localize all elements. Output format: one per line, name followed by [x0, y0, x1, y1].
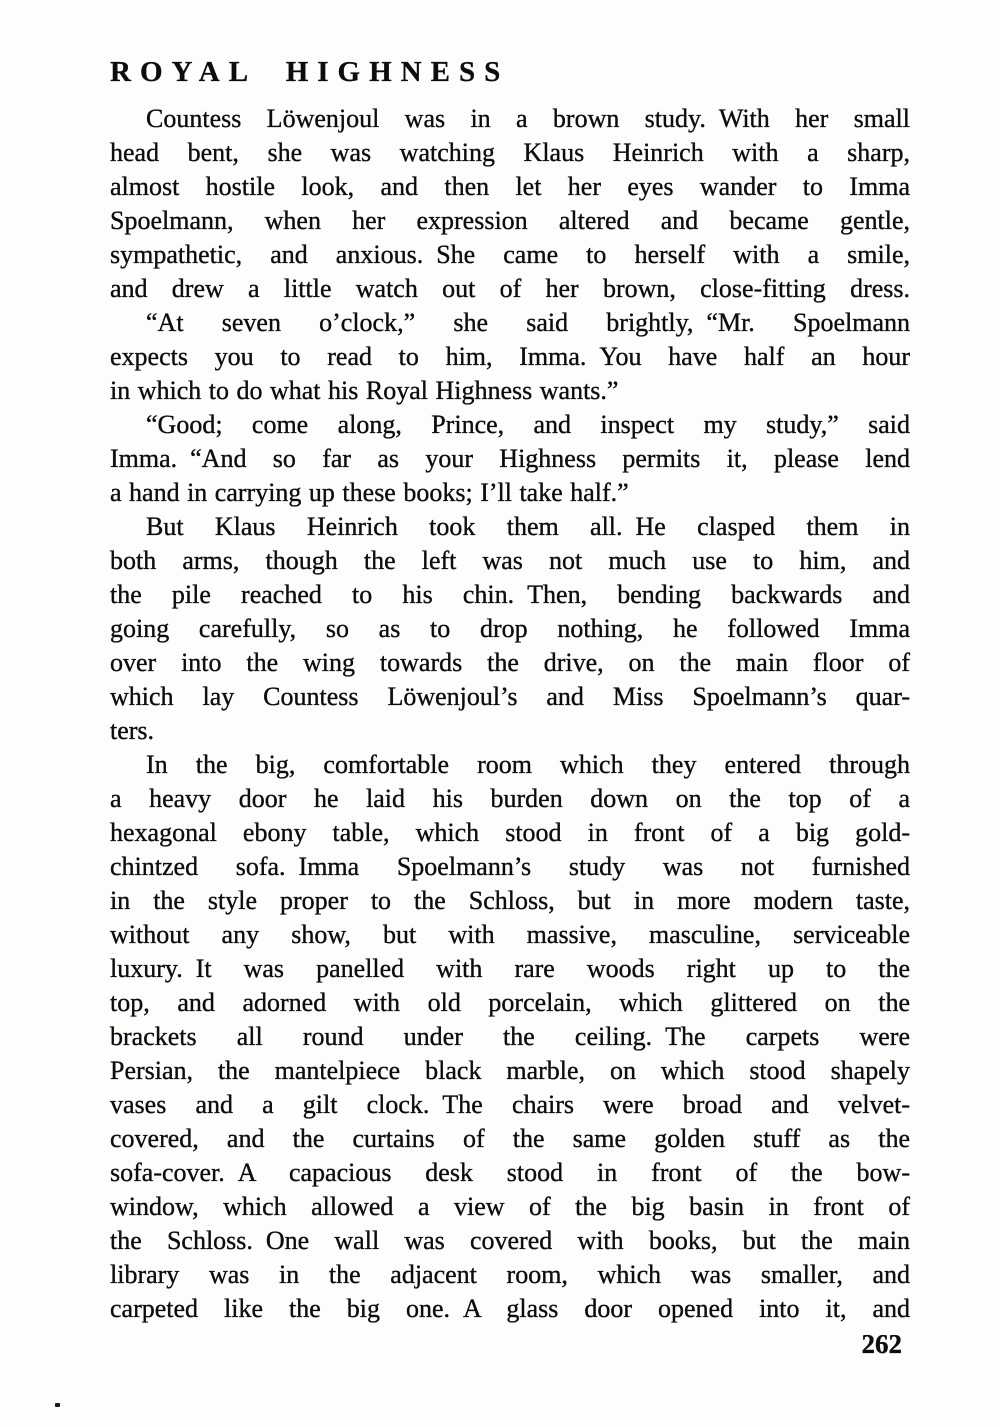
text-line: library was in the adjacent room, which was smaller, and [110, 1260, 910, 1289]
text-line: ters. [110, 716, 155, 745]
page-body [110, 102, 910, 1326]
text-line: in which to do what his Royal Highness wants.” [110, 376, 619, 405]
text-line: without any show, but with massive, masculine, serviceable [110, 920, 910, 949]
text-column [110, 57, 910, 1361]
text-line: sympathetic, and anxious. She came to herself with a smile, [110, 240, 910, 269]
text-line: window, which allowed a view of the big basin in front of [110, 1192, 910, 1221]
text-line: chintzed sofa. Imma Spoelmann’s study was not furnished [110, 852, 910, 881]
text-line: head bent, she was watching Klaus Heinrich with a sharp, [110, 138, 910, 167]
text-line: expects you to read to him, Imma. You have half an hour [110, 342, 910, 371]
text-line: a heavy door he laid his burden down on the top of a [110, 784, 910, 813]
text-line: Spoelmann, when her expression altered and became gentle, [110, 206, 910, 235]
text-line: But Klaus Heinrich took them all. He clasped them in [146, 512, 910, 541]
text-line: luxury. It was panelled with rare woods right up to the [110, 954, 910, 983]
text-line: vases and a gilt clock. The chairs were broad and velvet- [110, 1090, 910, 1119]
text-line: over into the wing towards the drive, on the main floor of [110, 648, 910, 677]
text-line: the pile reached to his chin. Then, bending backwards and [110, 580, 910, 609]
text-line: which lay Countess Löwenjoul’s and Miss Spoelmann’s quar- [110, 682, 910, 711]
text-line: Persian, the mantelpiece black marble, on which stood shapely [110, 1056, 910, 1085]
running-head: ROYAL HIGHNESS [110, 56, 510, 88]
text-line: In the big, comfortable room which they entered through [146, 750, 910, 779]
text-line: almost hostile look, and then let her eyes wander to Imma [110, 172, 910, 201]
text-line: going carefully, so as to drop nothing, he followed Imma [110, 614, 910, 643]
text-line: carpeted like the big one. A glass door opened into it, and [110, 1294, 910, 1323]
ink-speck [55, 1403, 60, 1407]
text-line: the Schloss. One wall was covered with books, but the main [110, 1226, 910, 1255]
text-line: top, and adorned with old porcelain, which glittered on the [110, 988, 910, 1017]
text-line: hexagonal ebony table, which stood in front of a big gold- [110, 818, 910, 847]
text-line: “At seven o’clock,” she said brightly, “Mr. Spoelmann [146, 308, 910, 337]
text-line: Countess Löwenjoul was in a brown study. With her small [146, 104, 910, 133]
text-line: in the style proper to the Schloss, but in more modern taste, [110, 886, 910, 915]
page-number: 262 [861, 1329, 902, 1359]
text-line: Imma. “And so far as your Highness permits it, please lend [110, 444, 910, 473]
text-line: sofa-cover. A capacious desk stood in front of the bow- [110, 1158, 910, 1187]
text-line: both arms, though the left was not much use to him, and [110, 546, 910, 575]
text-line: covered, and the curtains of the same golden stuff as the [110, 1124, 910, 1153]
text-line: brackets all round under the ceiling. The carpets were [110, 1022, 910, 1051]
text-line: “Good; come along, Prince, and inspect my study,” said [146, 410, 910, 439]
text-line: and drew a little watch out of her brown, close-fitting dress. [110, 274, 910, 303]
text-line: a hand in carrying up these books; I’ll take half.” [110, 478, 629, 507]
